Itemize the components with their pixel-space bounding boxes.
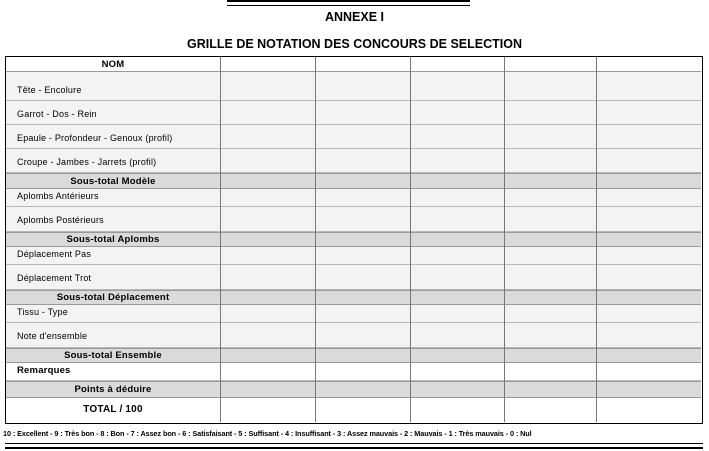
row-label: Aplombs Postérieurs xyxy=(17,215,104,225)
document-title: GRILLE DE NOTATION DES CONCOURS DE SELECTION xyxy=(187,37,522,51)
score-legend: 10 : Excellent - 9 : Très bon - 8 : Bon - 7 : Assez bon - 6 : Satisfaisant - 5 : Suffisant - 4 : Insuffisant - 3 : Assez mauvais - 2 : Mauvais - 1 : Très mauvais - 0 : Nul xyxy=(3,429,532,438)
annexe-title: ANNEXE I xyxy=(324,10,385,24)
column-divider xyxy=(596,57,597,422)
row-label: Aplombs Antérieurs xyxy=(17,191,99,201)
row-label: Sous-total Déplacement xyxy=(56,292,170,303)
column-divider xyxy=(220,57,221,422)
row-label: Croupe - Jambes - Jarrets (profil) xyxy=(17,157,157,167)
row-label: Epaule - Profondeur - Genoux (profil) xyxy=(17,133,173,143)
top-rule-thin xyxy=(227,5,470,6)
row-label: Sous-total Ensemble xyxy=(64,350,162,361)
column-divider xyxy=(315,57,316,422)
row-label: Sous-total Modèle xyxy=(70,176,156,187)
row-label: Tissu - Type xyxy=(17,307,68,317)
name-column-header: NOM xyxy=(101,59,125,70)
row-label: Tête - Encolure xyxy=(17,85,82,95)
row-label: Points à déduire xyxy=(74,384,152,395)
row-label: Déplacement Trot xyxy=(17,273,92,283)
bottom-rule-thin xyxy=(5,443,703,444)
row-label: Garrot - Dos - Rein xyxy=(17,109,97,119)
row-label: Sous-total Aplombs xyxy=(66,234,160,245)
top-rule-thick xyxy=(227,0,470,2)
row-label: Note d'ensemble xyxy=(17,331,88,341)
row-label: TOTAL / 100 xyxy=(83,404,143,415)
row-label: Remarques xyxy=(17,365,71,376)
column-divider xyxy=(504,57,505,422)
grading-grid xyxy=(5,56,703,424)
bottom-rule-thick xyxy=(5,447,703,449)
row-label: Déplacement Pas xyxy=(17,249,92,259)
column-divider xyxy=(410,57,411,422)
